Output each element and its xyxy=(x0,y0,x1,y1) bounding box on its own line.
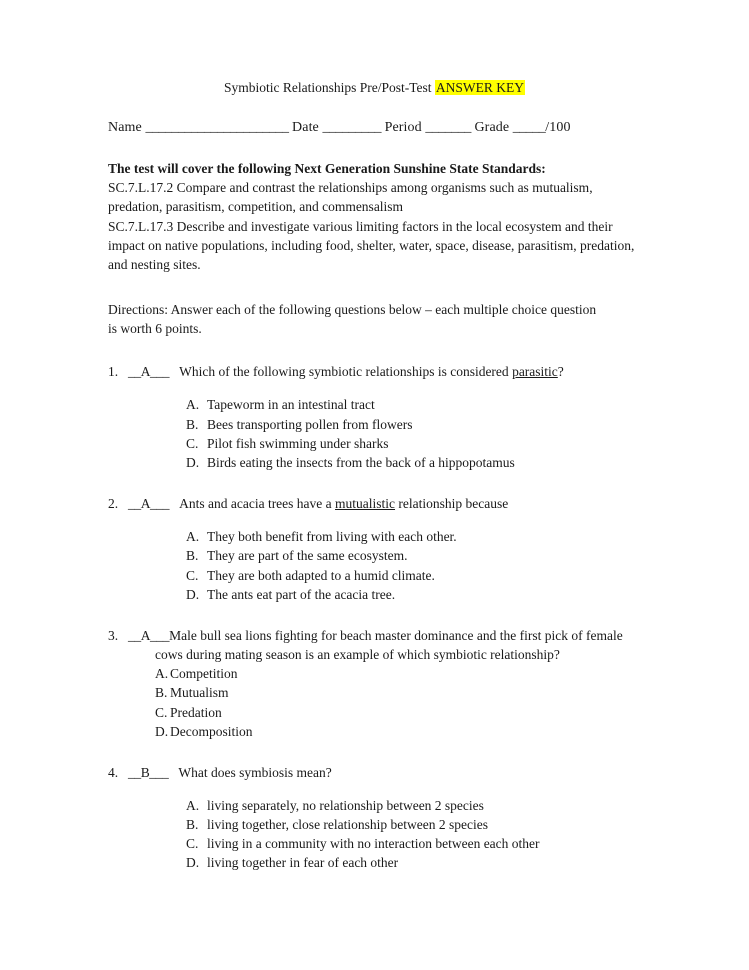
option-text: Bees transporting pollen from flowers xyxy=(207,416,413,432)
answer-option[interactable] xyxy=(186,395,641,414)
option-letter: A. xyxy=(186,397,200,413)
answer-option[interactable] xyxy=(186,853,641,872)
option-letter: C. xyxy=(186,435,199,451)
directions-text: Directions: Answer each of the following questions below – each multiple choice question is worth 6 points. xyxy=(108,302,597,337)
answer-option[interactable] xyxy=(186,796,641,815)
option-letter: C. xyxy=(155,704,168,720)
standard-item-1: SC.7.L.17.2 Compare and contrast the relationships among organisms such as mutualism, predation, parasitism, competition, and commensalism xyxy=(108,180,593,215)
answer-blank[interactable]: __B___ xyxy=(128,764,169,780)
option-text: living together, close relationship between 2 species xyxy=(207,817,489,833)
standards-heading: The test will cover the following Next Generation Sunshine State Standards: xyxy=(108,161,546,177)
question-stem xyxy=(108,494,641,513)
answer-option[interactable] xyxy=(155,703,641,722)
answer-option[interactable] xyxy=(186,527,641,546)
answer-option[interactable] xyxy=(155,664,641,683)
option-text: Decomposition xyxy=(170,723,253,739)
option-letter: A. xyxy=(155,666,169,682)
period-blank[interactable]: _______ xyxy=(425,119,471,135)
option-text: Birds eating the insects from the back of a hippopotamus xyxy=(207,454,515,470)
question-stem xyxy=(108,763,641,782)
question-text: What does symbiosis mean? xyxy=(178,764,332,780)
answer-option[interactable] xyxy=(186,566,641,585)
option-letter: B. xyxy=(186,817,199,833)
answer-option[interactable] xyxy=(186,585,641,604)
question-number: 4. xyxy=(108,764,119,780)
answer-option[interactable] xyxy=(186,434,641,453)
option-letter: A. xyxy=(186,529,200,545)
grade-blank[interactable]: _____ xyxy=(512,119,546,135)
option-text: They both benefit from living with each other. xyxy=(207,529,457,545)
answer-options xyxy=(108,527,641,604)
option-letter: B. xyxy=(155,685,168,701)
option-text: Tapeworm in an intestinal tract xyxy=(207,397,375,413)
question-number: 1. xyxy=(108,364,119,380)
option-text: They are both adapted to a humid climate. xyxy=(207,567,435,583)
question-number: 2. xyxy=(108,496,119,512)
name-label: Name xyxy=(108,119,142,135)
document-title-text: Symbiotic Relationships Pre/Post-Test xyxy=(223,80,435,95)
option-text: Pilot fish swimming under sharks xyxy=(207,435,389,451)
answer-blank[interactable]: __A___ xyxy=(128,496,170,512)
answer-options xyxy=(108,395,641,472)
question-block xyxy=(108,494,641,604)
option-letter: D. xyxy=(155,723,169,739)
questions-list xyxy=(108,362,641,872)
option-text: living in a community with no interaction between each other xyxy=(207,836,540,852)
question-block xyxy=(108,626,641,741)
option-letter: B. xyxy=(186,416,199,432)
answer-options xyxy=(108,664,641,741)
emphasized-term: parasitic xyxy=(512,364,558,380)
question-text-tail: ? xyxy=(557,364,564,380)
answer-options xyxy=(108,796,641,873)
option-letter: D. xyxy=(186,855,200,871)
option-text: The ants eat part of the acacia tree. xyxy=(207,586,396,602)
option-letter: A. xyxy=(186,797,200,813)
answer-blank[interactable]: __A___ xyxy=(128,627,170,643)
answer-option[interactable] xyxy=(186,546,641,565)
option-text: They are part of the same ecosystem. xyxy=(207,548,408,564)
option-text: living together in fear of each other xyxy=(207,855,399,871)
points-total: /100 xyxy=(545,119,571,135)
question-text-tail: relationship because xyxy=(395,496,509,512)
answer-option[interactable] xyxy=(186,815,641,834)
question-stem xyxy=(108,362,641,381)
question-stem xyxy=(108,626,641,664)
emphasized-term: mutualistic xyxy=(335,496,396,512)
question-text: Ants and acacia trees have a xyxy=(179,496,336,512)
date-blank[interactable]: _________ xyxy=(322,119,381,135)
question-block xyxy=(108,763,641,873)
answer-option[interactable] xyxy=(155,722,641,741)
option-letter: C. xyxy=(186,567,199,583)
name-blank[interactable]: ______________________ xyxy=(145,119,289,135)
option-text: Predation xyxy=(170,704,222,720)
option-letter: D. xyxy=(186,454,200,470)
answer-option[interactable] xyxy=(155,683,641,702)
grade-label: Grade xyxy=(474,119,510,135)
answer-option[interactable] xyxy=(186,834,641,853)
period-label: Period xyxy=(384,119,422,135)
standard-item-2: SC.7.L.17.3 Describe and investigate various limiting factors in the local ecosystem and their impact on native populations, including food, shelter, water, space, disease, parasitism, predation, and nesting sites. xyxy=(108,218,635,272)
option-letter: B. xyxy=(186,548,199,564)
date-label: Date xyxy=(292,119,319,135)
option-letter: D. xyxy=(186,586,200,602)
option-text: Mutualism xyxy=(170,685,229,701)
option-text: living separately, no relationship between 2 species xyxy=(207,797,484,813)
option-text: Competition xyxy=(170,666,238,682)
question-number: 3. xyxy=(108,627,119,643)
question-text: Male bull sea lions fighting for beach master dominance and the first pick of female cows during mating season is an example of which symbiotic relationship? xyxy=(155,627,623,663)
answer-option[interactable] xyxy=(186,453,641,472)
answer-option[interactable] xyxy=(186,415,641,434)
document-title xyxy=(108,80,641,97)
question-block xyxy=(108,362,641,472)
answer-blank[interactable]: __A___ xyxy=(128,364,170,380)
option-letter: C. xyxy=(186,836,199,852)
student-info-row xyxy=(108,119,641,137)
answer-key-highlight: ANSWER KEY xyxy=(435,80,525,95)
question-text: Which of the following symbiotic relationships is considered xyxy=(179,364,513,380)
